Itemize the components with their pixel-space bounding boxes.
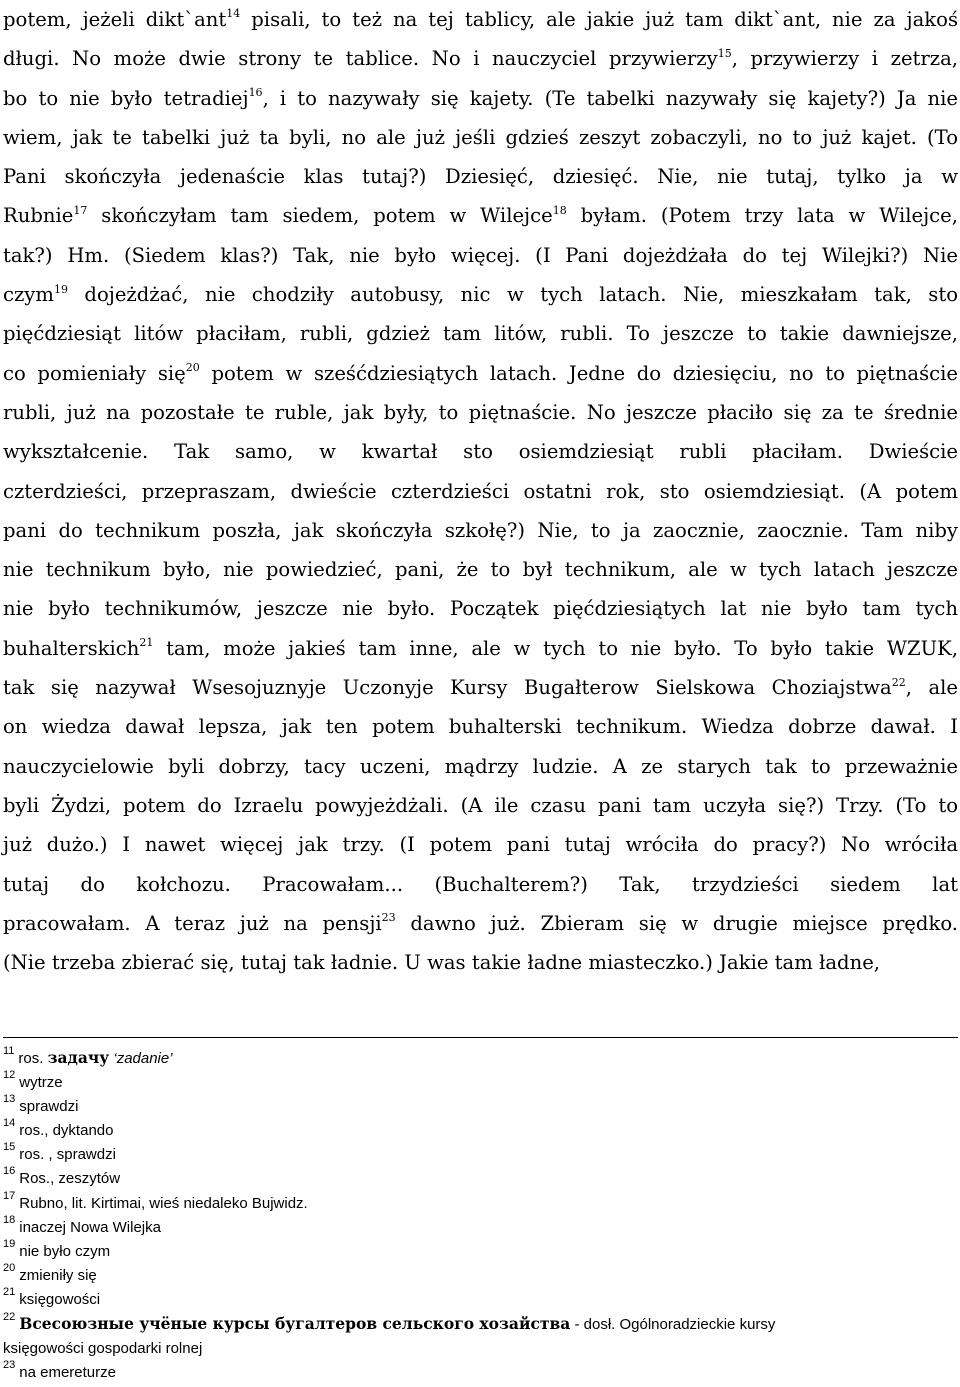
text-segment: czym [3,283,54,307]
text-segment: pracowałam. A teraz już na pensji [3,911,382,935]
footnote-number: 13 [3,1093,16,1106]
footnote-number: 18 [3,1213,16,1226]
footnote-text: zmieniły się [19,1266,97,1284]
text-segment: dojeżdżać, nie chodziły autobusy, nic w tych latach. Nie, mieszkałam tak, sto [67,283,958,307]
footnote-text: sprawdzi [19,1098,79,1116]
text-line [3,865,958,904]
footnote-russian-term: задачу [47,1048,110,1067]
text-segment: dawno już. Zbieram się w drugie miejsce prędko. [395,911,959,935]
text-segment: , i to nazywały się kajety. (Te tabelki nazywały się kajety?) Ja nie [262,86,958,110]
footnote-number: 15 [3,1141,16,1154]
footnote-number: 14 [3,1117,16,1130]
text-segment: pięćdziesiąt litów płaciłam, rubli, gdzież tam litów, rubli. To jeszcze to takie dawniejsze, [3,322,958,346]
text-line [3,786,958,825]
footnote-text: ros. , sprawdzi [19,1146,116,1164]
footnote-ref: 17 [73,203,88,217]
text-segment: , ale [905,676,958,700]
text-segment: buhalterskich [3,636,140,660]
footnote-gloss: ‘zadanie’ [113,1050,173,1067]
footnote-text: wytrze [19,1074,63,1092]
footnote-text: nie było czym [19,1242,111,1260]
text-segment: nauczycielowie byli dobrzy, tacy uczeni, mądrzy ludzie. A ze starych tak to przeważnie [3,754,958,778]
text-segment: nie technikum było, nie powiedzieć, pani, że to był technikum, ale w tych latach jeszcze [3,558,958,582]
text-segment: , przywierzy i zetrza, [731,47,959,71]
text-line [3,550,958,589]
text-line [3,196,958,235]
text-line [3,825,958,864]
footnote-number: 23 [3,1359,16,1372]
text-line [3,472,958,511]
text-segment: pani do technikum poszła, jak skończyła szkołę?) Nie, to ja zaocznie, zaocznie. Tam niby [3,518,958,542]
text-segment: skończyłam tam siedem, potem w Wilejce [87,204,553,228]
footnote-item [3,1046,958,1071]
text-segment: co pomieniały się [3,361,186,385]
text-segment: on wiedza dawał lepsza, jak ten potem buhalterski technikum. Wiedza dobrze dawał. I [3,715,958,739]
footnote-item [3,1071,958,1095]
text-line [3,589,958,628]
text-segment: bo to nie było tetradiej [3,86,249,110]
footnote-text: ros. [18,1050,48,1067]
footnote-ref: 21 [139,636,154,650]
footnote-text: inaczej Nowa Wilejka [19,1218,161,1236]
footnote-ref: 20 [185,361,200,375]
text-segment: czterdzieści, przepraszam, dwieście czterdzieści ostatni rok, sto osiemdziesiąt. (A potem [3,479,958,503]
footnote-item [3,1213,958,1240]
text-segment: już dużo.) I nawet więcej jak trzy. (I potem pani tutaj wróciła do pracy?) No wróciła [3,833,958,857]
footnote-number: 20 [3,1261,16,1274]
footnote-ref: 15 [717,46,732,60]
text-line [3,0,958,39]
text-line [3,707,958,746]
text-segment: tam, może jakieś tam inne, ale w tych to nie było. To było takie WZUK, [153,636,958,660]
interview-transcript [3,0,958,982]
footnotes [3,1046,958,1385]
footnote-ref: 22 [891,675,906,689]
text-line [3,314,958,353]
footnote-text: księgowości gospodarki rolnej [3,1340,203,1358]
text-line [3,393,958,432]
footnote-item [3,1119,958,1143]
text-line [3,904,958,943]
footnote-item [3,1167,958,1191]
text-line [3,157,958,196]
footnote-russian-term: Всесоюзные учёные курсы бугалтеров сельского хозайства [19,1314,571,1334]
text-segment: (Nie trzeba zbierać się, tutaj tak ładnie. U was takie ładne miasteczko.) Jakie tam ładne, [3,951,881,975]
text-line [3,511,958,550]
footnote-number: 21 [3,1285,16,1298]
footnote-ref: 23 [381,911,396,925]
text-segment: wykształcenie. Tak samo, w kwartał sto osiemdziesiąt rubli płaciłam. Dwieście [3,440,958,464]
footnote-text: ros., dyktando [19,1122,114,1140]
footnote-ref: 18 [552,203,567,217]
text-segment: potem w sześćdziesiątych latach. Jedne do dziesięciu, no to piętnaście [199,361,959,385]
footnote-text: - dosł. Ogólnoradzieckie kursy [574,1316,776,1334]
text-line [3,275,958,314]
footnote-item [3,1337,958,1361]
text-line [3,668,958,707]
text-segment: wiem, jak te tabelki już ta byli, no ale już jeśli gdzieś zeszyt zobaczyli, no to już kajet. (To [3,125,958,149]
footnote-text: księgowości [19,1290,101,1308]
footnote-item [3,1312,958,1337]
footnote-text: Rubno, lit. Kirtimai, wieś niedaleko Bujwidz. [19,1194,308,1212]
footnote-number: 22 [3,1311,16,1324]
text-line [3,39,958,78]
footnote-number: 16 [3,1165,16,1178]
text-segment: Pani skończyła jedenaście klas tutaj?) Dziesięć, dziesięć. Nie, nie tutaj, tylko ja w [3,165,958,189]
footnote-item [3,1261,958,1288]
footnote-ref: 16 [248,86,263,100]
footnote-item [3,1285,958,1312]
footnote-separator [3,1037,958,1038]
footnote-number: 11 [3,1045,15,1057]
text-segment: byłam. (Potem trzy lata w Wilejce, [566,204,958,228]
footnote-item [3,1143,958,1167]
text-segment: potem, jeżeli dikt`ant [3,8,227,31]
footnote-text: na emereturze [19,1364,116,1382]
footnote-item [3,1361,958,1385]
text-line [3,354,958,393]
text-segment: tak się nazywał Wsesojuznyje Uczonyje Kursy Bugałterow Sielskowa Choziajstwa [3,676,892,700]
text-line [3,747,958,786]
footnote-item [3,1095,958,1119]
footnote-text: Ros., zeszytów [19,1170,121,1188]
text-segment: długi. No może dwie strony te tablice. No i nauczyciel przywierzy [3,47,718,71]
text-segment: rubli, już na pozostałe te ruble, jak były, to piętnaście. No jeszcze płaciło się za te średnie [3,400,958,424]
footnote-item [3,1237,958,1264]
text-segment: pisali, to też na tej tablicy, ale jakie już tam dikt`ant, nie za jakoś [240,8,958,31]
text-segment: tutaj do kołchozu. Pracowałam... (Buchalterem?) Tak, trzydzieści siedem lat [3,872,958,896]
text-line [3,629,958,668]
footnote-ref: 14 [226,7,241,21]
text-segment: nie było technikumów, jeszcze nie było. Początek pięćdziesiątych lat nie było tam tych [3,597,958,621]
text-line [3,236,958,275]
text-segment: byli Żydzi, potem do Izraelu powyjeżdżali. (A ile czasu pani tam uczyła się?) Trzy. (To to [3,793,958,817]
text-segment: tak?) Hm. (Siedem klas?) Tak, nie było więcej. (I Pani dojeżdżała do tej Wilejki?) Nie [3,243,958,267]
footnote-number: 19 [3,1237,16,1250]
footnote-ref: 19 [53,282,68,296]
footnote-number: 12 [3,1069,16,1082]
footnote-item [3,1189,958,1216]
text-line [3,118,958,157]
text-line [3,79,958,118]
text-line [3,943,958,982]
text-segment: Rubnie [3,204,74,228]
footnote-number: 17 [3,1189,16,1202]
text-line [3,432,958,471]
